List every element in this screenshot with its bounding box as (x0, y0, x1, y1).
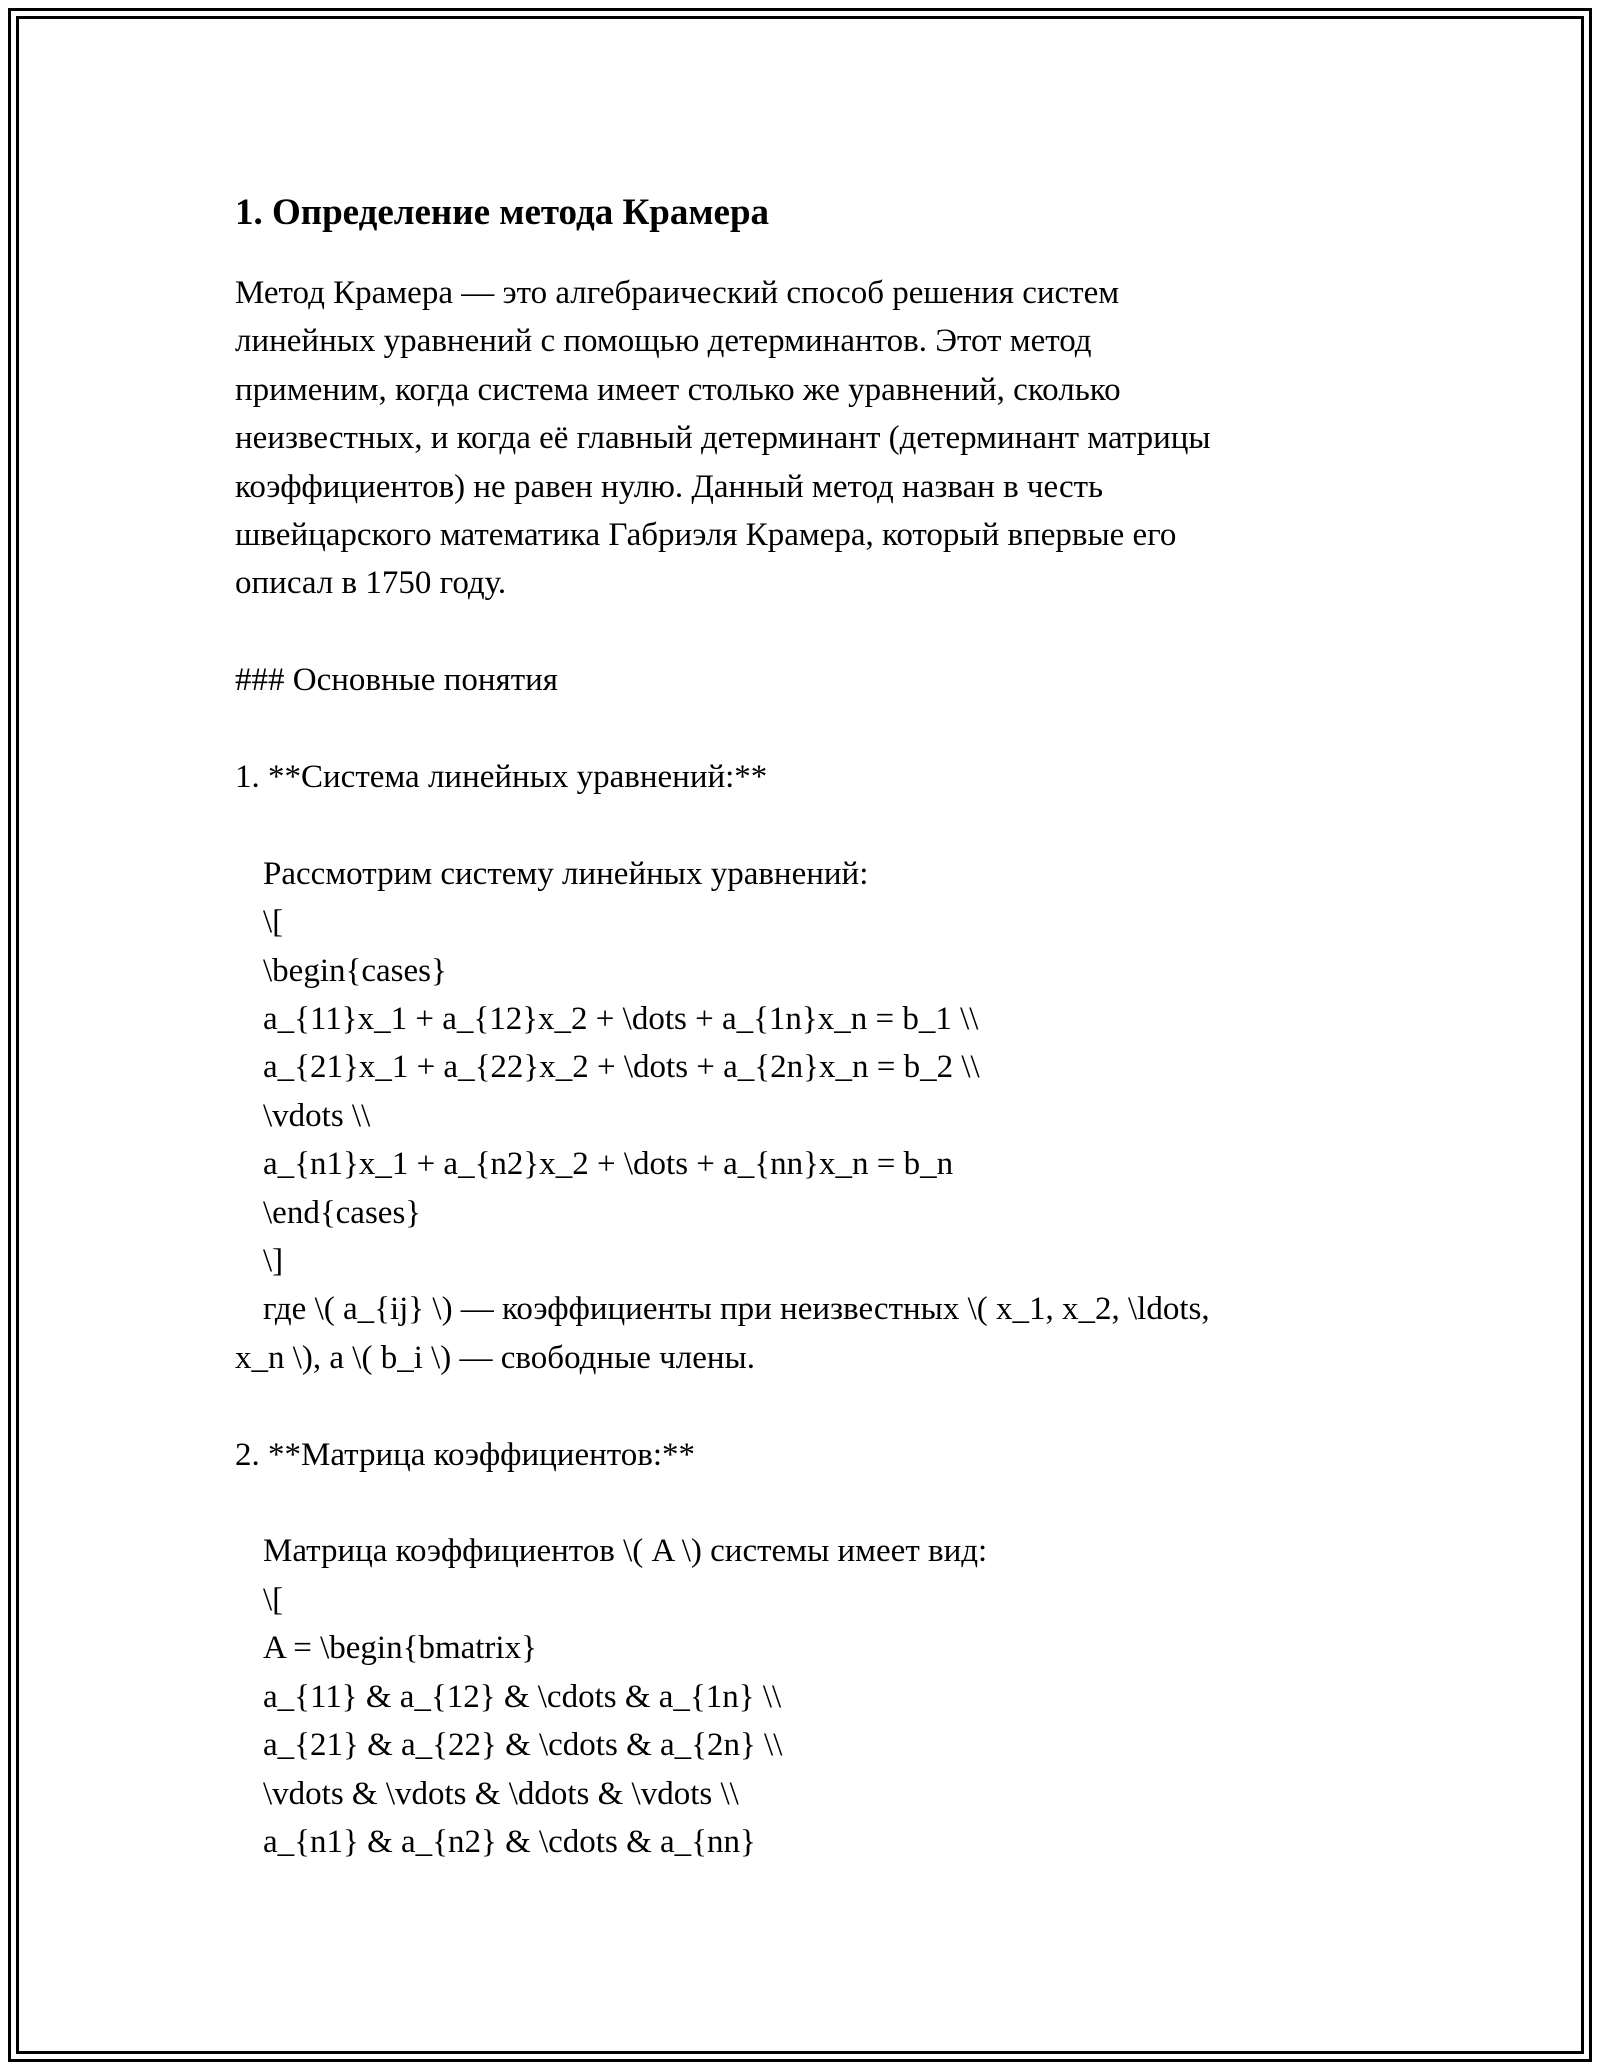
code-line: Рассмотрим систему линейных уравнений: (263, 855, 869, 892)
code-line: Матрица коэффициентов \( A \) системы имеет вид: (263, 1533, 988, 1570)
document-body (235, 185, 1355, 1866)
spacer (235, 608, 1355, 656)
subheading: ### Основные понятия (235, 662, 558, 699)
code-line: a_{n1} & a_{n2} & \cdots & a_{nn} (263, 1823, 756, 1860)
intro-paragraph (235, 269, 1355, 608)
spacer (235, 801, 1355, 849)
code-line: a_{11} & a_{12} & \cdots & a_{1n} \\ (263, 1678, 782, 1715)
code-line-wrap: x_n \), а \( b_i \) — свободные члены. (235, 1339, 755, 1376)
spacer (235, 1382, 1355, 1430)
code-line: \[ (263, 904, 284, 941)
intro-line: швейцарского математика Габриэля Крамера, который впервые его (235, 517, 1177, 554)
list-item-title: 1. **Система линейных уравнений:** (235, 759, 768, 796)
list-item-matrix (235, 1431, 1355, 1867)
section-heading: 1. Определение метода Крамера (235, 192, 770, 233)
intro-line: неизвестных, и когда её главный детерминант (детерминант матрицы (235, 420, 1211, 457)
intro-line: линейных уравнений с помощью детерминантов. Этот метод (235, 323, 1092, 360)
code-line: \] (263, 1243, 284, 1280)
code-line: A = \begin{bmatrix} (263, 1630, 537, 1667)
code-line: a_{21}x_1 + a_{22}x_2 + \dots + a_{2n}x_n = b_2 \\ (263, 1049, 980, 1086)
code-line: \vdots & \vdots & \ddots & \vdots \\ (263, 1775, 739, 1812)
code-line: \[ (263, 1581, 284, 1618)
list-item-system (235, 753, 1355, 1382)
code-line: где \( a_{ij} \) — коэффициенты при неизвестных \( x_1, x_2, \ldots, (263, 1291, 1210, 1328)
code-line: a_{n1}x_1 + a_{n2}x_2 + \dots + a_{nn}x_n = b_n (263, 1146, 954, 1183)
intro-line: Метод Крамера — это алгебраический способ решения систем (235, 275, 1120, 311)
spacer (235, 705, 1355, 753)
code-line: a_{11}x_1 + a_{12}x_2 + \dots + a_{1n}x_n = b_1 \\ (263, 1001, 979, 1038)
intro-line: описал в 1750 году. (235, 565, 507, 602)
intro-line: коэффициентов) не равен нулю. Данный метод назван в честь (235, 468, 1104, 505)
code-line: \end{cases} (263, 1194, 422, 1231)
code-line: \vdots \\ (263, 1097, 371, 1134)
list-item-title: 2. **Матрица коэффициентов:** (235, 1436, 696, 1473)
spacer (235, 1479, 1355, 1527)
code-line: a_{21} & a_{22} & \cdots & a_{2n} \\ (263, 1727, 783, 1764)
code-line: \begin{cases} (263, 952, 447, 989)
intro-line: применим, когда система имеет столько же уравнений, сколько (235, 371, 1121, 408)
